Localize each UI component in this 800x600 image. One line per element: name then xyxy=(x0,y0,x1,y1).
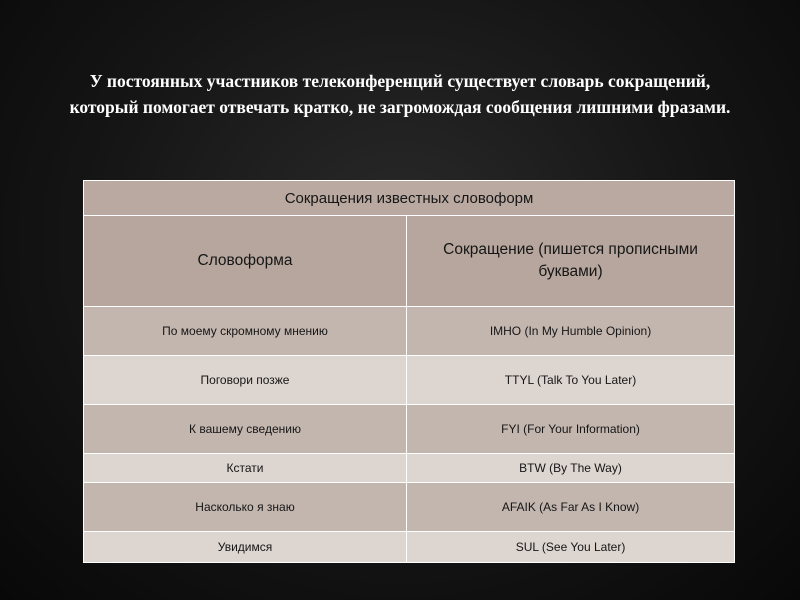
wordform-cell: По моему скромному мнению xyxy=(84,307,407,356)
table-row xyxy=(84,454,735,483)
abbreviation-cell: BTW (By The Way) xyxy=(407,454,735,483)
wordform-cell: Кстати xyxy=(84,454,407,483)
table-header-row xyxy=(84,216,735,307)
column-header-wordform: Словоформа xyxy=(84,216,407,307)
table-row xyxy=(84,356,735,405)
wordform-cell: Насколько я знаю xyxy=(84,483,407,532)
table-row xyxy=(84,307,735,356)
abbreviation-cell: TTYL (Talk To You Later) xyxy=(407,356,735,405)
abbreviation-cell: FYI (For Your Information) xyxy=(407,405,735,454)
table-row xyxy=(84,483,735,532)
table-title: Сокращения известных словоформ xyxy=(84,181,735,216)
table-row xyxy=(84,532,735,563)
table-title-row xyxy=(84,181,735,216)
table-row xyxy=(84,405,735,454)
abbreviation-cell: IMHO (In My Humble Opinion) xyxy=(407,307,735,356)
wordform-cell: Увидимся xyxy=(84,532,407,563)
abbreviation-cell: SUL (See You Later) xyxy=(407,532,735,563)
abbreviations-table xyxy=(83,180,735,563)
column-header-abbreviation: Сокращение (пишется прописными буквами) xyxy=(407,216,735,307)
abbreviation-cell: AFAIK (As Far As I Know) xyxy=(407,483,735,532)
wordform-cell: Поговори позже xyxy=(84,356,407,405)
wordform-cell: К вашему сведению xyxy=(84,405,407,454)
intro-text: У постоянных участников телеконференций существует словарь сокращений, который помогает отвечать кратко, не загромождая сообщения лишними фразами. xyxy=(69,71,731,117)
